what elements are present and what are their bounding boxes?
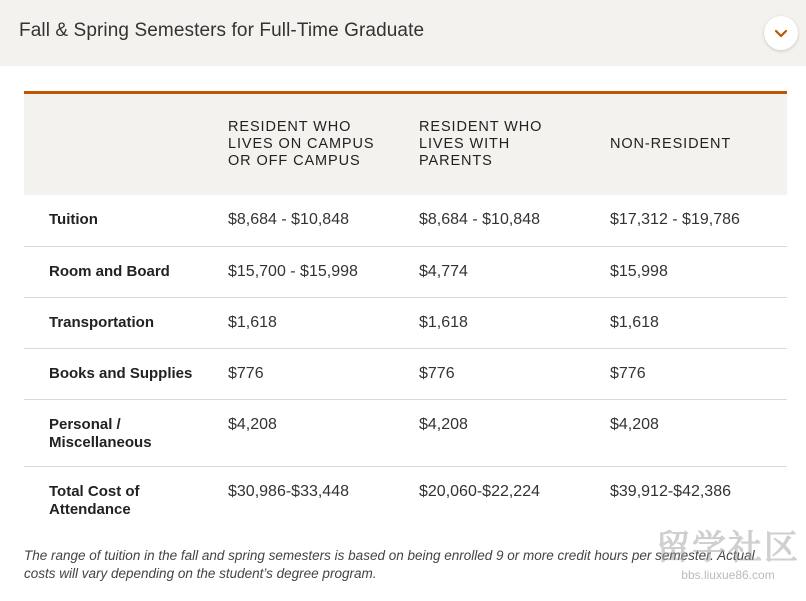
column-header-empty	[24, 94, 214, 195]
table-row	[24, 297, 787, 348]
row-label: Tuition	[24, 195, 214, 246]
cost-table-container	[24, 91, 787, 538]
row-label: Books and Supplies	[24, 348, 214, 399]
table-cell: $8,684 - $10,848	[405, 195, 596, 246]
table-cell: $776	[214, 348, 405, 399]
row-label: Personal / Miscellaneous	[24, 399, 214, 466]
table-cell: $776	[596, 348, 787, 399]
watermark-url: bbs.liuxue86.com	[681, 568, 775, 582]
table-cell: $20,060-$22,224	[419, 482, 540, 500]
table-cell: $17,312 - $19,786	[596, 195, 787, 246]
row-label: Transportation	[24, 297, 214, 348]
expand-toggle-button[interactable]	[764, 16, 798, 50]
section-title: Fall & Spring Semesters for Full-Time Graduate	[19, 20, 425, 41]
watermark-logo: 留学社区	[656, 529, 800, 567]
table-cell: $1,618	[214, 297, 405, 348]
table-cell: $4,208	[405, 399, 596, 466]
site-watermark	[656, 528, 800, 582]
row-label: Room and Board	[24, 246, 214, 297]
column-header-non-resident: NON-RESIDENT	[610, 136, 732, 152]
table-row	[24, 246, 787, 297]
table-row	[24, 195, 787, 246]
table-header-row	[24, 94, 787, 195]
table-cell: $39,912-$42,386	[610, 482, 731, 500]
table-row	[24, 399, 787, 466]
table-cell: $1,618	[405, 297, 596, 348]
table-cell: $4,208	[214, 399, 405, 466]
accordion-header[interactable]	[0, 0, 806, 66]
table-cell: $4,774	[405, 246, 596, 297]
cost-of-attendance-table	[24, 94, 787, 538]
table-cell: $30,986-$33,448	[228, 482, 349, 500]
table-cell: $1,618	[596, 297, 787, 348]
table-row	[24, 348, 787, 399]
row-label: Total Cost of Attendance	[49, 482, 140, 518]
table-cell: $8,684 - $10,848	[214, 195, 405, 246]
table-cell: $4,208	[596, 399, 787, 466]
chevron-down-icon	[774, 29, 788, 38]
column-header-resident-parents: RESIDENT WHO LIVES WITH PARENTS	[419, 119, 543, 169]
table-cell: $776	[405, 348, 596, 399]
table-cell: $15,700 - $15,998	[214, 246, 405, 297]
column-header-resident-campus: RESIDENT WHO LIVES ON CAMPUS OR OFF CAMPUS	[228, 119, 375, 169]
table-cell: $15,998	[596, 246, 787, 297]
tuition-footnote: The range of tuition in the fall and spring semesters is based on being enrolled 9 or more credit hours per semester. Actual costs will vary depending on the student’s degree program.	[24, 548, 755, 581]
